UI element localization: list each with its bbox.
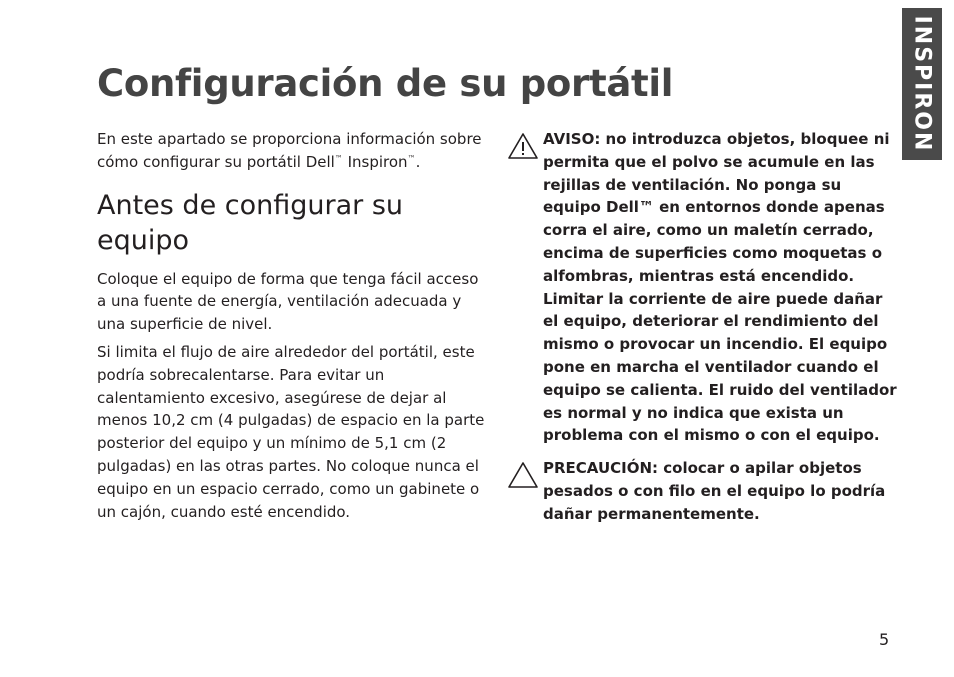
left-column xyxy=(97,128,487,523)
intro-end: . xyxy=(415,152,421,171)
caution-text: PRECAUCIÓN: colocar o apilar objetos pesados o con filo en el equipo lo podría dañar permanentemente. xyxy=(543,459,886,523)
intro-text: En este apartado se proporciona información sobre cómo configurar su portátil Dell xyxy=(97,130,482,171)
page-title: Configuración de su portátil xyxy=(97,62,674,105)
section-heading: Antes de configurar su equipo xyxy=(97,189,404,256)
warning-text: AVISO: no introduzca objetos, bloquee ni permita que el polvo se acumule en las rejillas de ventilación. No ponga su equipo Dell™ en entornos donde apenas corra el aire, como un maletín cerrado, encima de superficies como moquetas o alfombras, mientras está encendido. Limitar la corriente de aire puede dañar el equipo, deteriorar el rendimiento del mismo o provocar un incendio. El equipo pone en marcha el ventilador cuando el equipo se calienta. El ruido del ventilador es normal y no indica que exista un problema con el mismo o con el equipo. xyxy=(543,130,897,445)
warning-triangle-icon xyxy=(507,132,539,160)
side-tab xyxy=(902,8,942,160)
page-number: 5 xyxy=(879,630,890,649)
side-tab-label: INSPIRON xyxy=(909,15,935,153)
intro-paragraph xyxy=(97,128,487,174)
warning-notice xyxy=(507,128,897,447)
intro-brand: Inspiron xyxy=(347,152,408,171)
right-column xyxy=(507,128,897,526)
caution-notice xyxy=(507,457,897,525)
trademark-mark: ™ xyxy=(407,153,416,163)
trademark-mark: ™ xyxy=(334,153,343,163)
body-paragraph: Coloque el equipo de forma que tenga fácil acceso a una fuente de energía, ventilación adecuada y una superficie de nivel. xyxy=(97,269,479,334)
caution-triangle-icon xyxy=(507,461,539,489)
body-paragraph: Si limita el flujo de aire alrededor del portátil, este podría sobrecalentarse. Para evitar un calentamiento excesivo, asegúrese de dejar al menos 10,2 cm (4 pulgadas) de espacio en la parte posterior del equipo y un mínimo de 5,1 cm (2 pulgadas) en las otras partes. No coloque nunca el equipo en un espacio cerrado, como un gabinete o un cajón, cuando esté encendido. xyxy=(97,342,485,521)
